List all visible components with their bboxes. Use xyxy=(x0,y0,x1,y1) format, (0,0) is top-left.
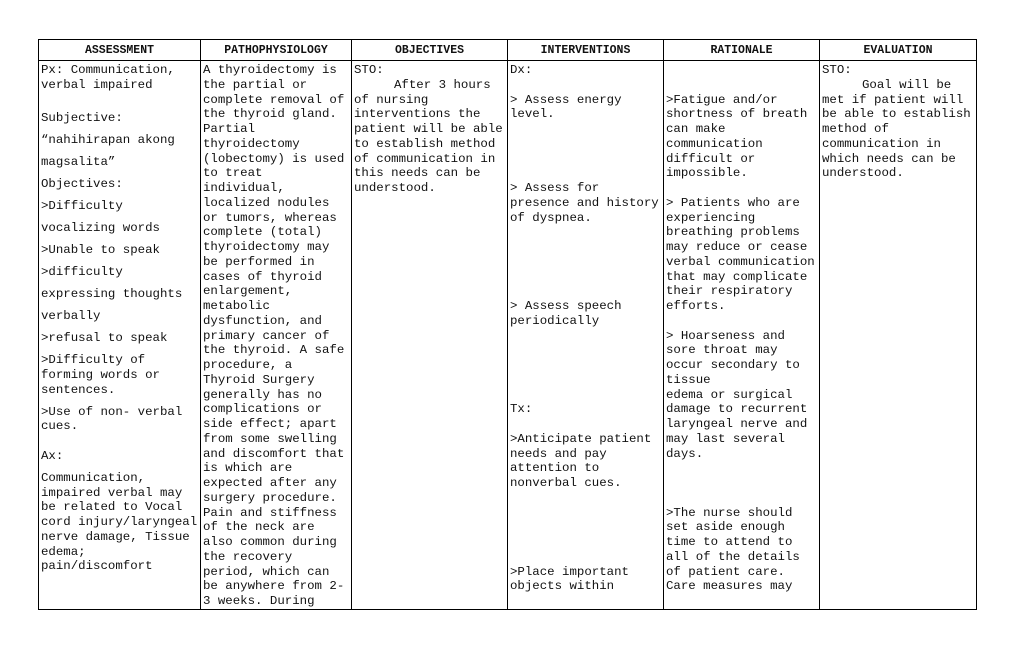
ax-label: Ax: xyxy=(41,448,64,463)
rationale-hoarseness: > Hoarseness and sore throat may occur secondary to tissue xyxy=(666,328,808,387)
header-interventions: INTERVENTIONS xyxy=(508,40,664,61)
objective-item: verbally xyxy=(41,309,101,324)
objective-item: >Difficulty xyxy=(41,199,123,214)
objective-forming-words: >Difficulty of forming words or sentences. xyxy=(41,353,168,397)
pathophysiology-cell xyxy=(201,61,352,610)
intervention-assess-dyspnea: > Assess for presence and history of dyspnea. xyxy=(510,181,667,225)
px-diagnosis: Px: Communication, verbal impaired xyxy=(41,63,183,92)
body-row xyxy=(39,61,977,610)
assessment-cell xyxy=(39,61,205,610)
evaluation-cell xyxy=(820,61,977,610)
rationale-edema: edema or surgical damage to recurrent laryngeal nerve and may last several days. xyxy=(666,387,815,461)
objective-item: expressing thoughts xyxy=(41,287,183,302)
dx-label: Dx: xyxy=(510,63,533,77)
header-evaluation: EVALUATION xyxy=(820,40,977,61)
objectives-label: Objectives: xyxy=(41,177,123,192)
ax-text: Communication, impaired verbal may be related to Vocal cord injury/laryngeal nerve damage, Tissue edema; pain/discomfort xyxy=(41,470,205,574)
objective-nonverbal-cues: >Use of non- verbal cues. xyxy=(41,404,190,434)
subjective-label: Subjective: xyxy=(41,111,123,126)
intervention-assess-energy: > Assess energy level. xyxy=(510,92,629,122)
rationale-nurse-time: >The nurse should set aside enough time to attend to all of the details of patient care. Care measures may xyxy=(666,505,808,594)
header-rationale: RATIONALE xyxy=(664,40,820,61)
subjective-quote-line-2: magsalita” xyxy=(41,155,116,170)
pathophysiology-text: A thyroidectomy is the partial or complete removal of the thyroid gland. Partial thyroidectomy (lobectomy) is used to treat individual, localized nodules or tumors, whereas complete (total) thyroidectomy may be performed in cases of thyroid enlargement, metabolic dysfunction, and primary cancer of the thyroid. A safe procedure, a Thyroid Surgery generally has no complications or side effect; apart from some swelling and discomfort that is which are expected after any surgery procedure. Pain and stiffness of the neck are also common during the recovery period, which can be anywhere from 2-3 weeks. During xyxy=(203,63,352,608)
evaluation-sto-label: STO: xyxy=(822,63,852,77)
objectives-text-first: After 3 hours xyxy=(394,77,491,92)
objectives-text: of nursing interventions the patient will be able to establish method of communication in this needs can be understood. xyxy=(354,92,511,195)
tx-label: Tx: xyxy=(510,402,533,417)
evaluation-text-first: Goal will be xyxy=(862,77,952,92)
objectives-cell xyxy=(352,61,511,610)
objective-item: vocalizing words xyxy=(41,221,160,236)
interventions-cell xyxy=(508,61,667,610)
header-row xyxy=(39,40,977,61)
objectives-sto-label: STO: xyxy=(354,63,384,77)
objective-item: >Unable to speak xyxy=(41,243,160,258)
intervention-anticipate-needs: >Anticipate patient needs and pay attention to nonverbal cues. xyxy=(510,431,659,490)
subjective-quote-line-1: “nahihirapan akong xyxy=(41,133,175,148)
care-plan-table xyxy=(38,39,977,610)
intervention-place-objects: >Place important objects within xyxy=(510,564,637,594)
objective-item: >difficulty xyxy=(41,265,123,280)
objective-item: >refusal to speak xyxy=(41,331,168,346)
evaluation-text: met if patient will be able to establish method of communication in which needs can be understood. xyxy=(822,92,979,181)
rationale-cell xyxy=(664,61,823,610)
rationale-breathing: > Patients who are experiencing breathing problems may reduce or cease verbal communication that may complicate their respiratory efforts. xyxy=(666,195,823,313)
intervention-assess-speech: > Assess speech periodically xyxy=(510,299,629,328)
rationale-fatigue: >Fatigue and/or shortness of breath can make communication difficult or impossible. xyxy=(666,92,815,181)
header-pathophysiology: PATHOPHYSIOLOGY xyxy=(201,40,352,61)
header-assessment: ASSESSMENT xyxy=(39,40,201,61)
header-objectives: OBJECTIVES xyxy=(352,40,508,61)
